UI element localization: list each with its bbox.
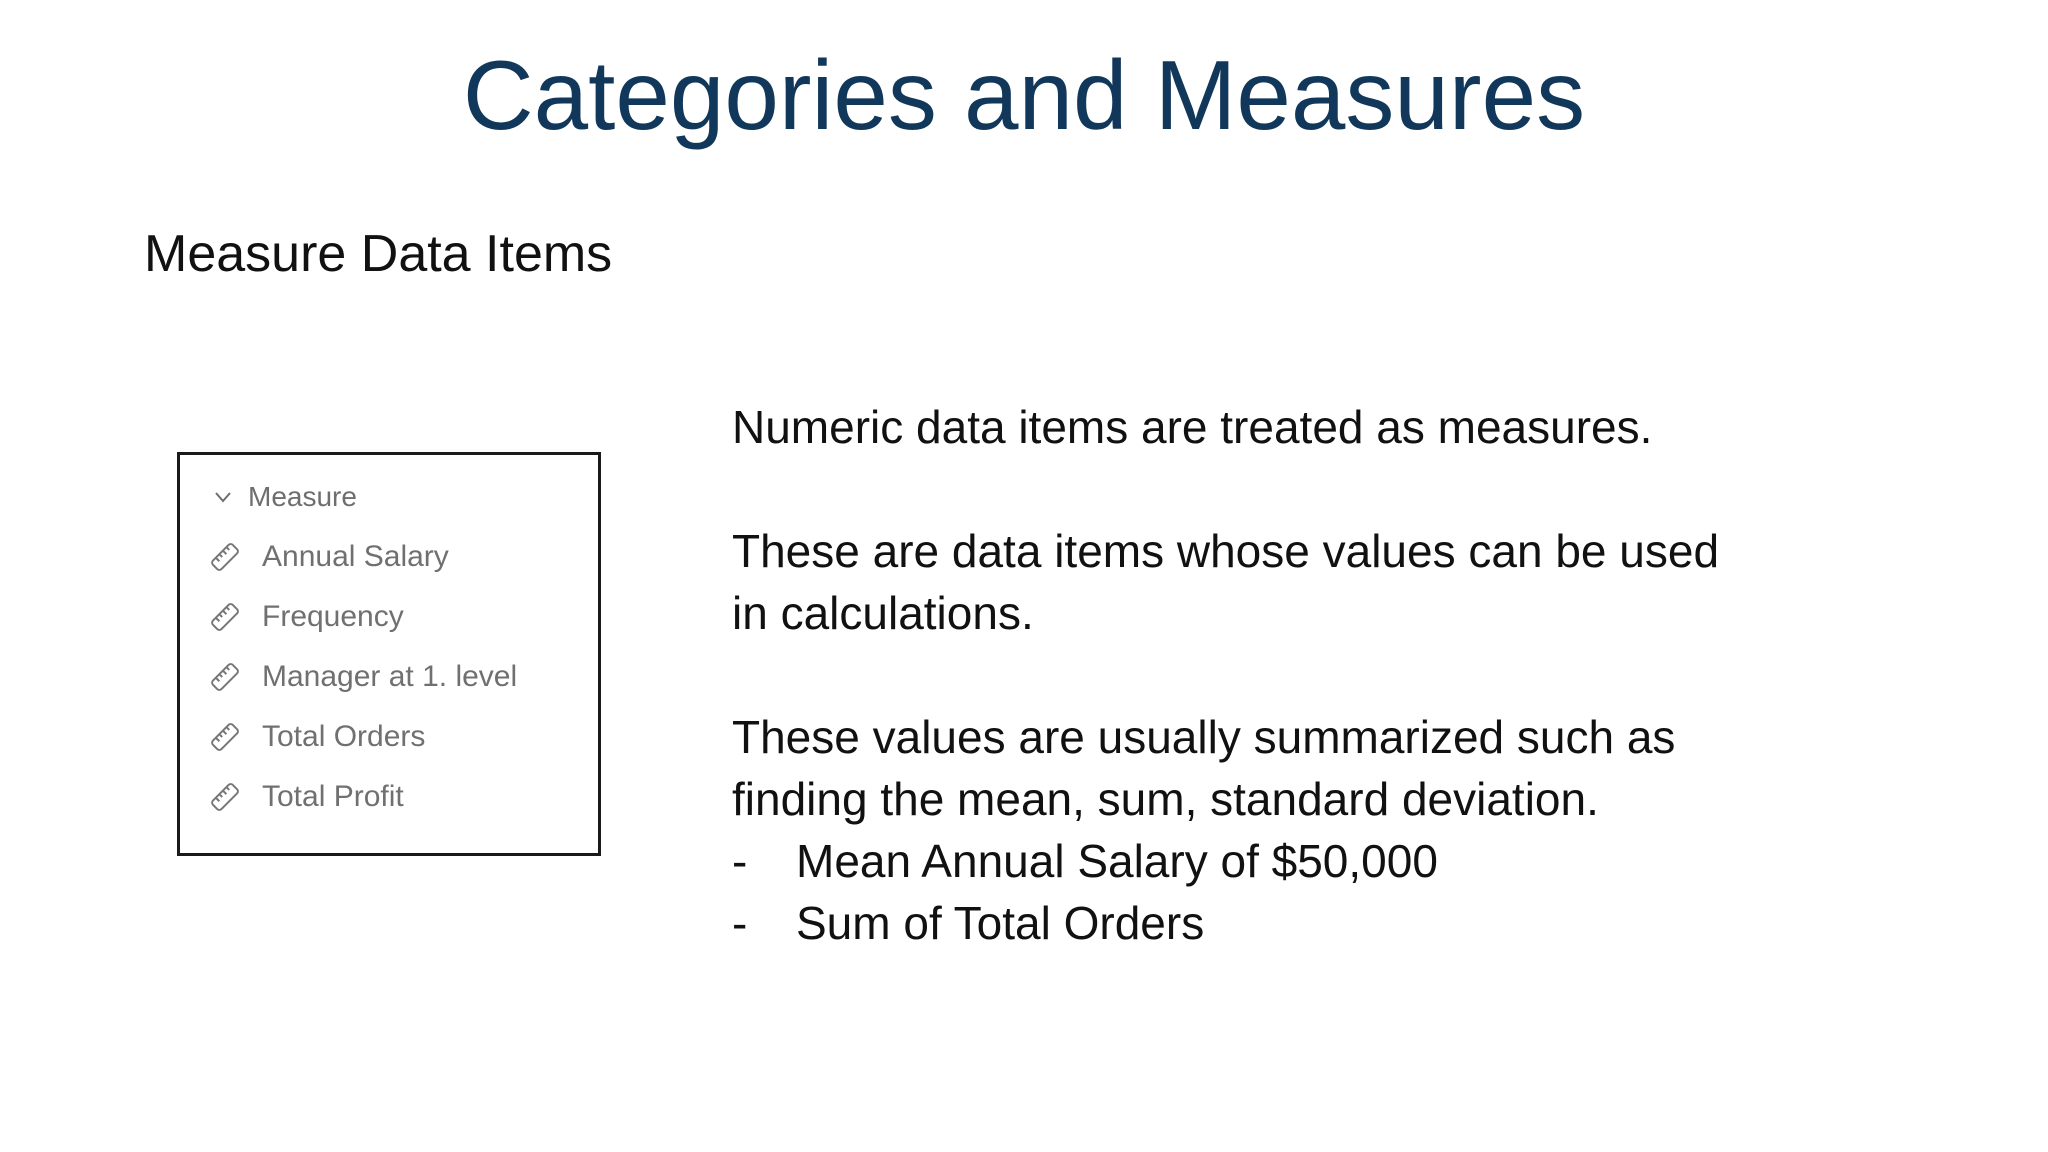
paragraph-calculations-line1: These are data items whose values can be used [732, 525, 1720, 577]
measure-item-annual-salary[interactable] [208, 535, 449, 579]
measure-item-total-profit[interactable] [208, 775, 404, 819]
ruler-icon [208, 780, 242, 814]
ruler-icon [208, 540, 242, 574]
paragraph-calculations-line2: in calculations. [732, 587, 1034, 639]
bullet-item [732, 830, 1438, 892]
measure-panel [177, 452, 601, 856]
chevron-down-icon [212, 486, 234, 508]
paragraph-summarized-line2: finding the mean, sum, standard deviation. [732, 773, 1599, 825]
measure-item-label: Frequency [262, 600, 404, 633]
measure-item-total-orders[interactable] [208, 715, 425, 759]
measure-item-manager-level[interactable] [208, 655, 517, 699]
bullet-marker: - [732, 897, 748, 949]
bullet-text: Sum of Total Orders [796, 897, 1205, 949]
slide-title: Categories and Measures [462, 40, 1586, 150]
measure-item-label: Total Orders [262, 720, 426, 753]
bullet-text: Mean Annual Salary of $50,000 [796, 835, 1438, 887]
measure-item-label: Total Profit [262, 780, 404, 813]
ruler-icon [208, 600, 242, 634]
measure-group-header[interactable] [212, 475, 357, 519]
slide-subtitle: Measure Data Items [144, 225, 613, 283]
measure-group-label: Measure [248, 481, 357, 512]
paragraph-measures-definition: Numeric data items are treated as measures. [732, 401, 1653, 453]
measure-item-label: Manager at 1. level [262, 660, 518, 693]
bullet-marker: - [732, 835, 748, 887]
measure-item-frequency[interactable] [208, 595, 404, 639]
measure-item-label: Annual Salary [262, 540, 449, 573]
bullet-item [732, 892, 1204, 954]
ruler-icon [208, 660, 242, 694]
ruler-icon [208, 720, 242, 754]
paragraph-summarized-line1: These values are usually summarized such as [732, 711, 1676, 763]
